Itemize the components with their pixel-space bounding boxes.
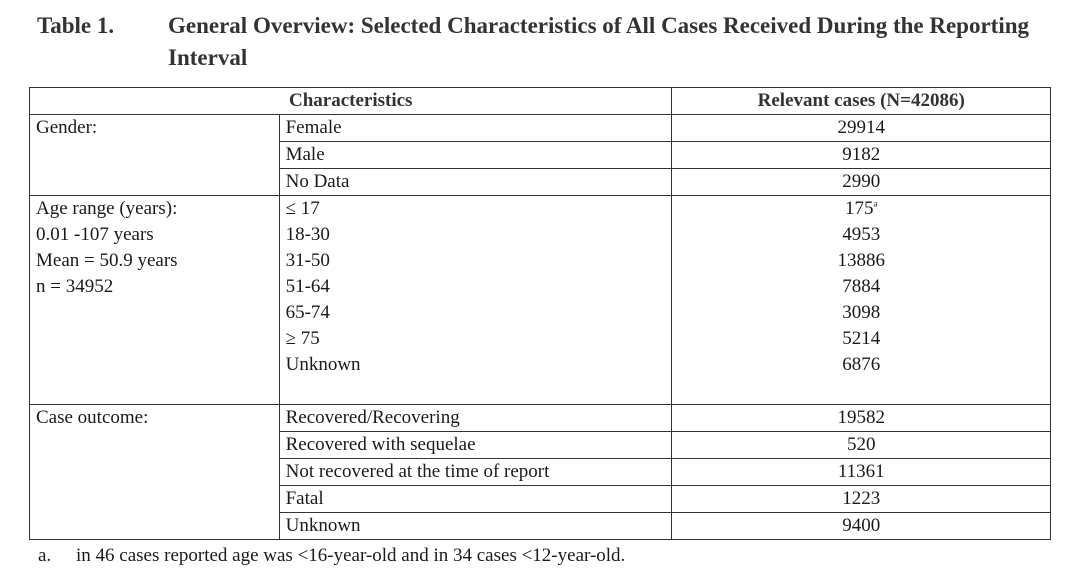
characteristic-cell: Fatal [279,486,672,513]
count-cell: 19582 [672,405,1051,432]
list-item: ≥ 75 [285,328,320,349]
table-row [30,405,1051,432]
list-item: 7884 [842,276,881,297]
characteristic-cell: No Data [279,169,672,196]
list-item: 4953 [842,224,881,245]
list-item: 65-74 [285,302,330,323]
list-item: Unknown [285,354,361,375]
header-relevant-cases: Relevant cases (N=42086) [672,88,1051,115]
characteristic-cell: Male [279,142,672,169]
footnote-text: in 46 cases reported age was <16-year-old and in 34 cases <12-year-old. [76,545,626,566]
characteristics-table [29,87,1051,540]
footnote-marker: a. [38,545,52,566]
header-row [30,88,1051,115]
list-item: 5214 [842,328,881,349]
count-value: 175 [844,198,874,219]
list-item: 3098 [842,302,881,323]
table-footnote [38,545,625,567]
count-cell: 9182 [672,142,1051,169]
header-characteristics: Characteristics [30,88,672,115]
characteristic-cell: Female [279,115,672,142]
table-caption: General Overview: Selected Characteristics of All Cases Received During the Reporting Interval [168,13,1030,70]
list-item: 51-64 [285,276,330,297]
table-number: Table 1. [37,13,115,38]
characteristic-cell: Not recovered at the time of report [279,459,672,486]
count-cell: 9400 [672,513,1051,540]
group-label-gender: Gender: [30,115,280,196]
list-item [678,196,1044,222]
characteristic-cell: Recovered/Recovering [279,405,672,432]
list-item: 31-50 [285,250,330,271]
characteristic-cell: Unknown [279,513,672,540]
group-label-age [30,196,280,405]
list-item: 18-30 [285,224,330,245]
count-cell: 11361 [672,459,1051,486]
age-n-line: n = 34952 [36,276,114,297]
footnote-ref: a [873,198,878,209]
table-row-age [30,196,1051,405]
group-label-outcome: Case outcome: [30,405,280,540]
age-range-line: 0.01 -107 years [36,224,154,245]
age-mean-line: Mean = 50.9 years [36,250,178,271]
count-cell: 520 [672,432,1051,459]
age-characteristics-cell [279,196,672,405]
characteristic-cell: Recovered with sequelae [279,432,672,459]
age-counts-cell [672,196,1051,405]
count-cell: 29914 [672,115,1051,142]
table-row [30,115,1051,142]
list-item: 13886 [837,250,885,271]
count-cell: 2990 [672,169,1051,196]
count-cell: 1223 [672,486,1051,513]
list-item: 6876 [842,354,881,375]
list-item: ≤ 17 [285,198,320,219]
age-label-line: Age range (years): [36,198,178,219]
